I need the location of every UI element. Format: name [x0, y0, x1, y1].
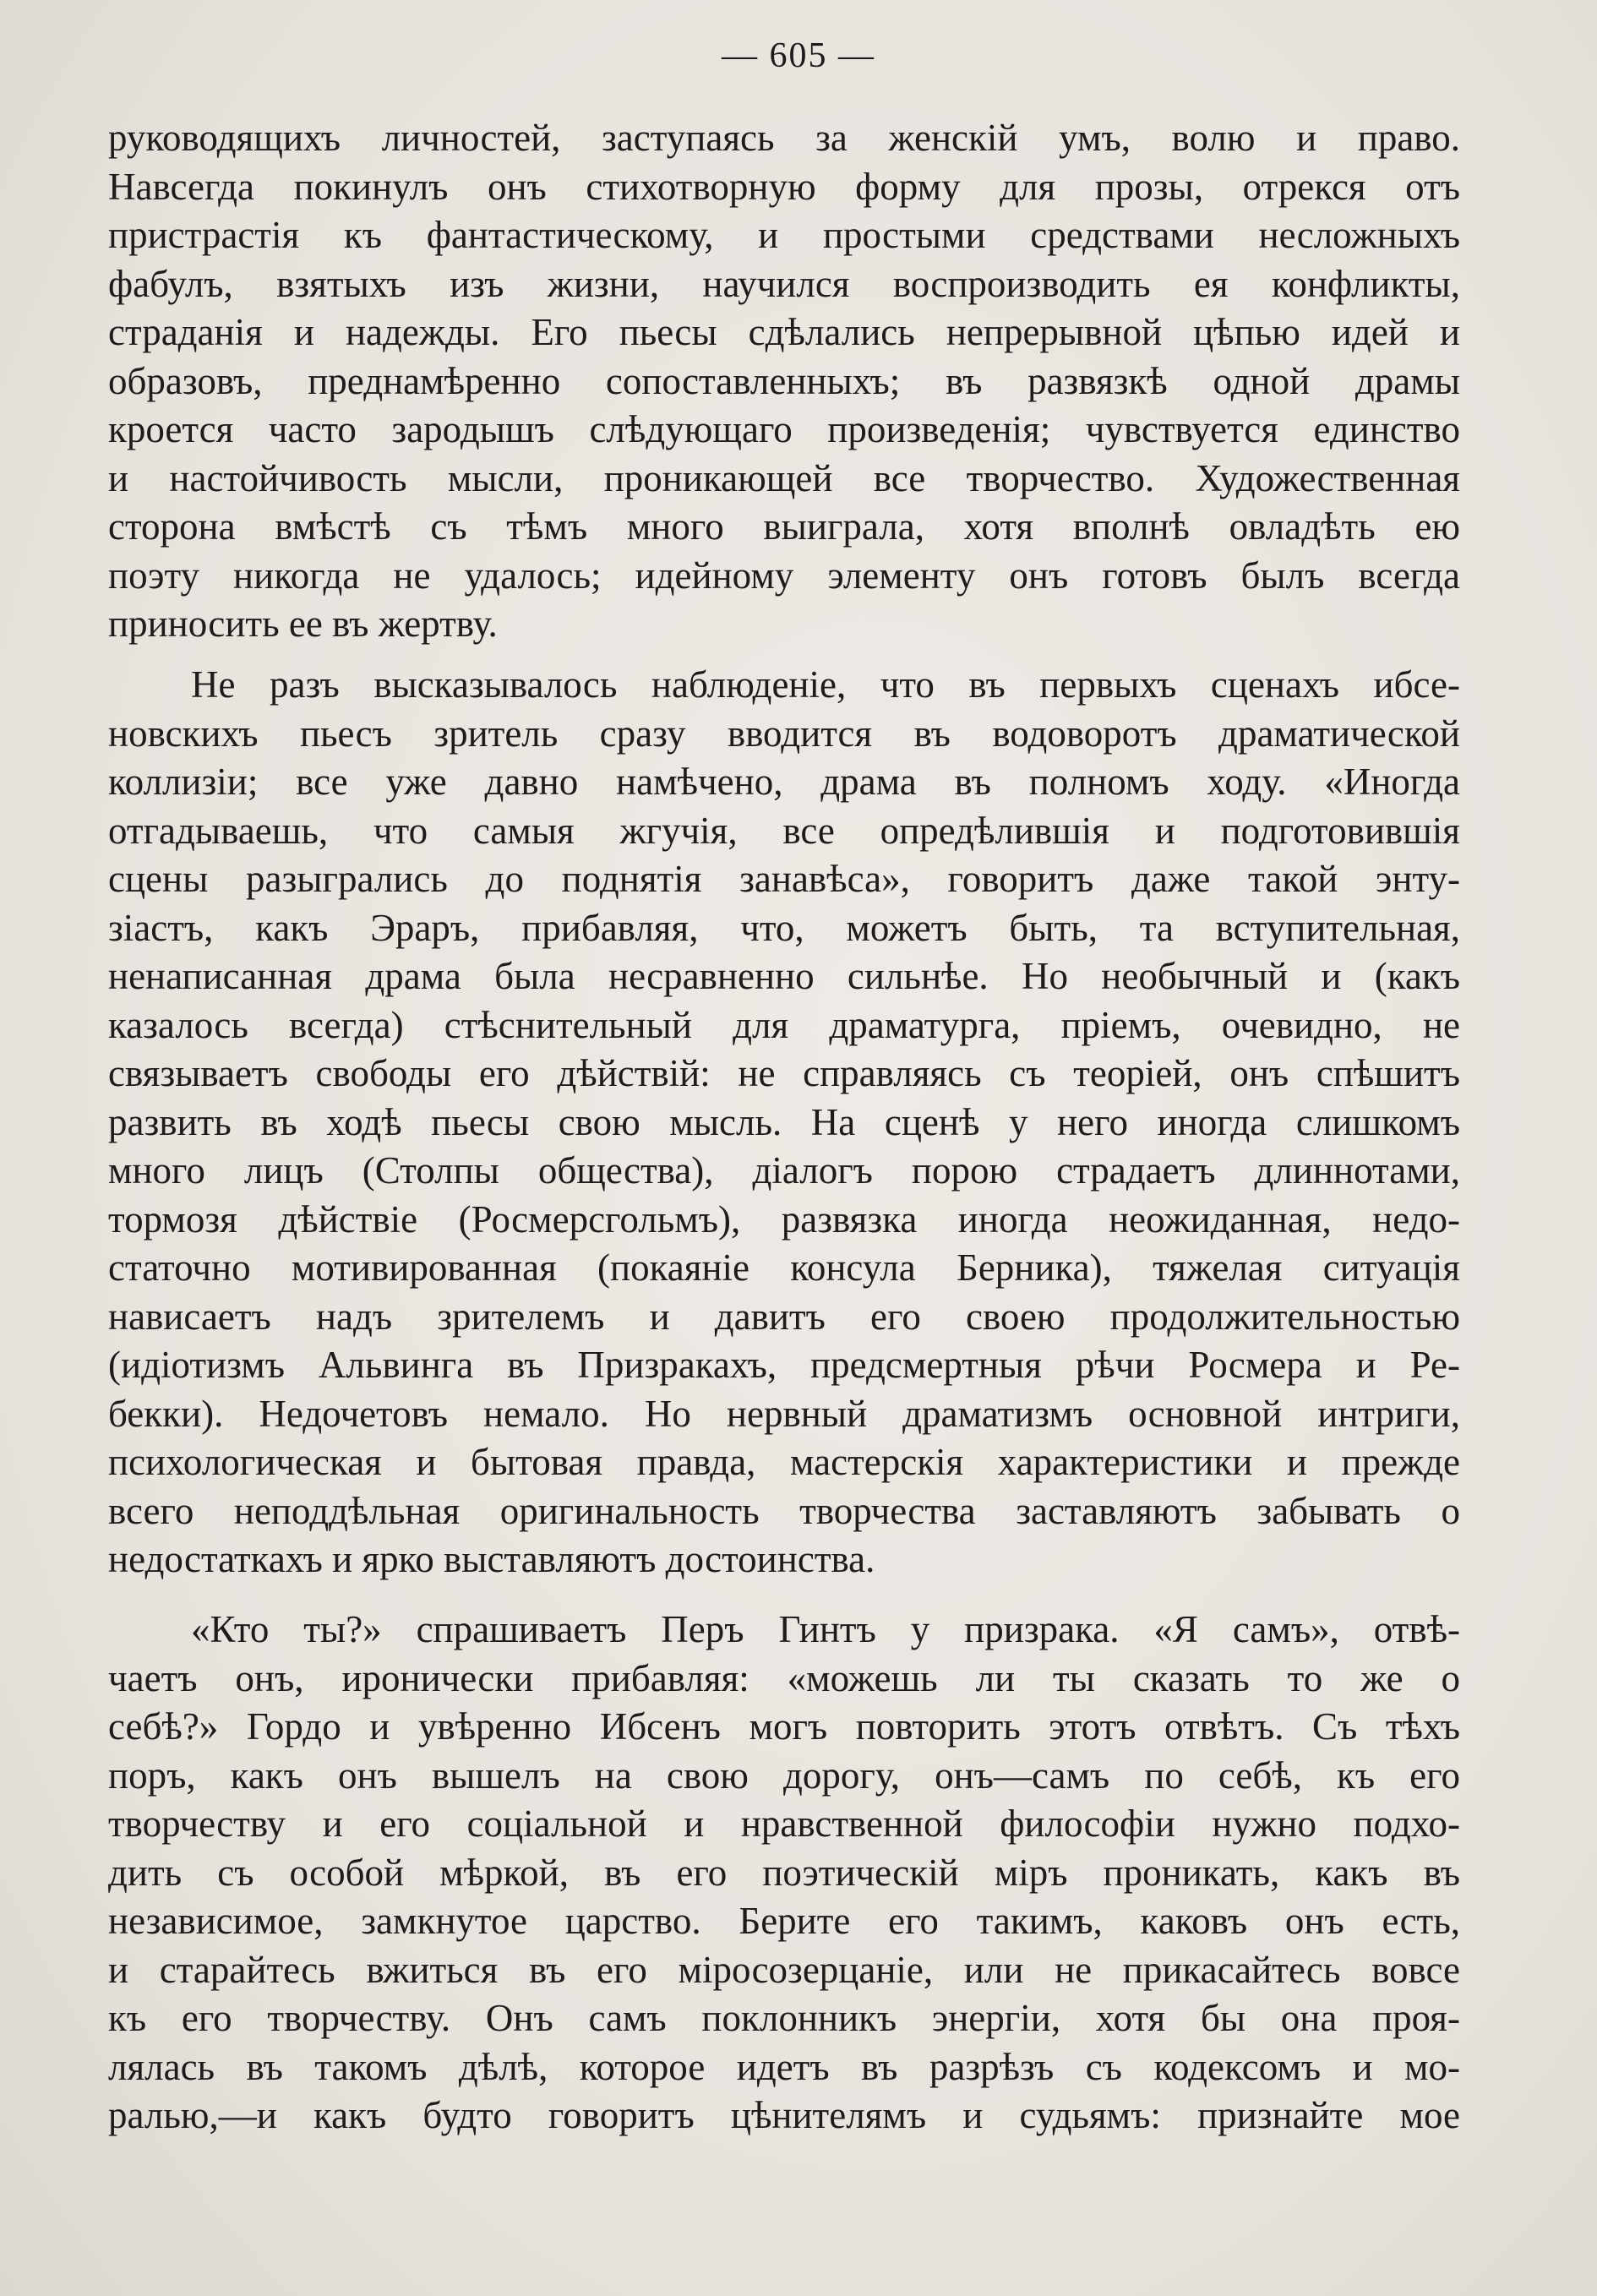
text-line: ненаписанная драма была несравненно сильнѣе. Но необычный и (какъ [108, 955, 1460, 997]
text-line: психологическая и бытовая правда, мастерскія характеристики и прежде [108, 1441, 1460, 1483]
text-line: нависаетъ надъ зрителемъ и давитъ его своею продолжительностью [108, 1295, 1460, 1338]
text-line: фабулъ, взятыхъ изъ жизни, научился воспроизводить ея конфликты, [108, 262, 1460, 305]
text-line: казалось всегда) стѣснительный для драматурга, пріемъ, очевидно, не [108, 1003, 1460, 1046]
text-line: себѣ?» Гордо и увѣренно Ибсенъ могъ повторить этотъ отвѣтъ. Съ тѣхъ [108, 1705, 1460, 1748]
text-line: сцены разыгрались до поднятія занавѣса», говоритъ даже такой энту- [108, 858, 1460, 900]
text-line: къ его творчеству. Онъ самъ поклонникъ энергіи, хотя бы она проя- [108, 1997, 1460, 2039]
text-line: ралью,—и какъ будто говоритъ цѣнителямъ и судьямъ: признайте мое [108, 2094, 1460, 2136]
text-line: (идіотизмъ Альвинга въ Призракахъ, предсмертныя рѣчи Росмера и Ре- [108, 1344, 1460, 1386]
text-line: независимое, замкнутое царство. Берите его такимъ, каковъ онъ есть, [108, 1900, 1460, 1942]
text-line: образовъ, преднамѣренно сопоставленныхъ; въ развязкѣ одной драмы [108, 359, 1460, 402]
paragraph-1 [108, 114, 1460, 649]
text-line: приносить ее въ жертву. [108, 603, 498, 645]
text-line: дить съ особой мѣркой, въ его поэтическій міръ проникать, какъ въ [108, 1851, 1460, 1894]
text-line: лялась въ такомъ дѣлѣ, которое идетъ въ разрѣзъ съ кодексомъ и мо- [108, 2045, 1460, 2088]
text-line: сторона вмѣстѣ съ тѣмъ много выиграла, хотя вполнѣ овладѣть ею [108, 505, 1460, 548]
text-line: «Кто ты?» спрашиваетъ Перъ Гинтъ у призрака. «Я самъ», отвѣ- [191, 1608, 1460, 1650]
text-line: зіастъ, какъ Эраръ, прибавляя, что, можетъ быть, та вступительная, [108, 906, 1460, 949]
text-line: тормозя дѣйствіе (Росмерсгольмъ), развязка иногда неожиданная, недо- [108, 1197, 1460, 1241]
paragraph-2 [108, 661, 1460, 1584]
text-line: поэту никогда не удалось; идейному элементу онъ готовъ былъ всегда [108, 554, 1460, 597]
text-line: и старайтесь вжиться въ его міросозерцаніе, или не прикасайтесь вовсе [108, 1948, 1460, 1991]
text-line: чаетъ онъ, иронически прибавляя: «можешь ли ты сказать то же о [108, 1656, 1460, 1699]
text-line: коллизіи; все уже давно намѣчено, драма въ полномъ ходу. «Иногда [108, 761, 1460, 803]
text-line: связываетъ свободы его дѣйствій: не справляясь съ теоріей, онъ спѣшитъ [108, 1052, 1460, 1094]
text-line: кроется часто зародышъ слѣдующаго произведенія; чувствуется единство [108, 408, 1460, 450]
text-line: поръ, какъ онъ вышелъ на свою дорогу, онъ—самъ по себѣ, къ его [108, 1753, 1460, 1797]
text-line: статочно мотивированная (покаяніе консула Берника), тяжелая ситуація [108, 1246, 1460, 1289]
text-line: пристрастія къ фантастическому, и простыми средствами несложныхъ [108, 214, 1460, 256]
text-line: недостаткахъ и ярко выставляютъ достоинства. [108, 1538, 875, 1580]
text-line: бекки). Недочетовъ немало. Но нервный драматизмъ основной интриги, [108, 1392, 1460, 1435]
text-line: Не разъ высказывалось наблюденіе, что въ первыхъ сценахъ ибсе- [191, 663, 1460, 706]
text-line: творчеству и его соціальной и нравственной философіи нужно подхо- [108, 1802, 1460, 1845]
text-line: всего неподдѣльная оригинальность творчества заставляютъ забывать о [108, 1489, 1460, 1532]
text-line: страданія и надежды. Его пьесы сдѣлались непрерывной цѣпью идей и [108, 311, 1460, 353]
text-line: руководящихъ личностей, заступаясь за женскій умъ, волю и право. [108, 117, 1460, 159]
page-number: — 605 — [722, 36, 875, 75]
text-line: новскихъ пьесъ зритель сразу вводится въ водоворотъ драматической [108, 712, 1460, 755]
text-line: и настойчивость мысли, проникающей все творчество. Художественная [108, 456, 1460, 499]
text-line: развить въ ходѣ пьесы свою мысль. На сценѣ у него иногда слишкомъ [108, 1100, 1460, 1143]
paragraph-3 [108, 1606, 1460, 2141]
text-line: много лицъ (Столпы общества), діалогъ порою страдаетъ длиннотами, [108, 1149, 1460, 1192]
text-line: отгадываешь, что самыя жгучія, все опредѣлившія и подготовившія [108, 809, 1460, 852]
text-line: Навсегда покинулъ онъ стихотворную форму для прозы, отрекся отъ [108, 165, 1460, 208]
